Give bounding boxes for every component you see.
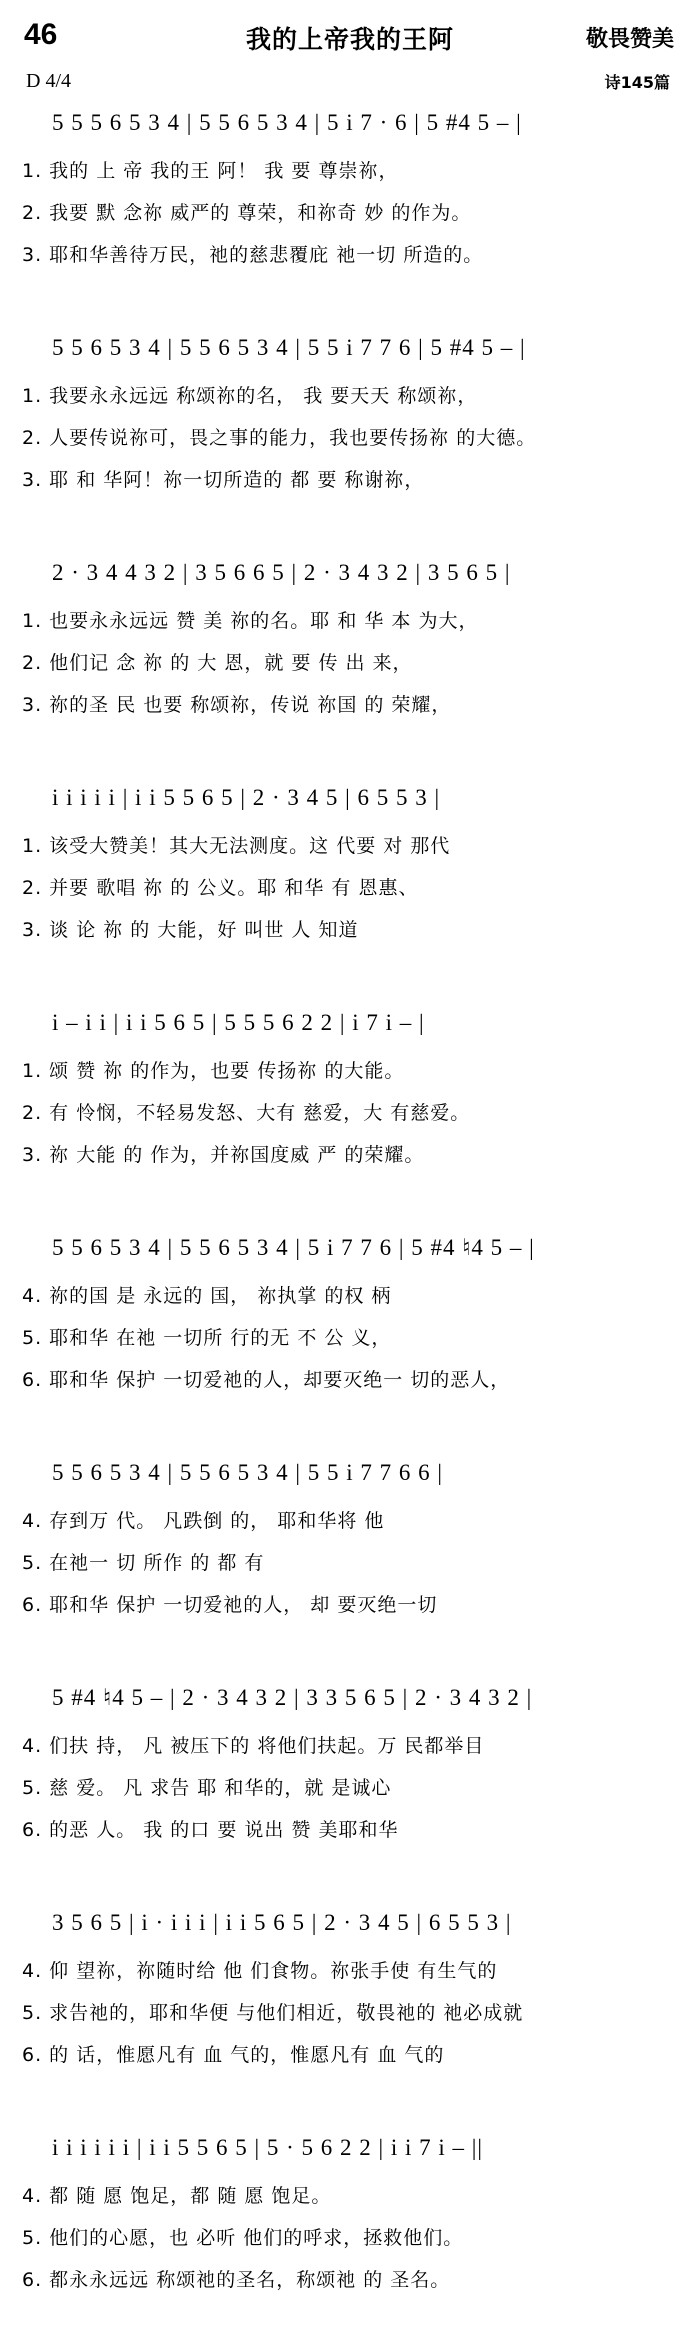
score-system — [0, 1446, 700, 1671]
hymn-meta — [0, 70, 700, 96]
lyric-line: 1. 也要永永远远 赞 美 祢的名。耶 和 华 本 为大， — [22, 610, 479, 632]
hymn-category: 敬畏赞美 — [585, 27, 674, 52]
lyric-line: 5. 耶和华 在祂 一切所 行的无 不 公 义， — [22, 1327, 392, 1349]
hymn-title: 我的上帝我的王阿 — [245, 25, 454, 54]
lyric-line: 6. 耶和华 保护 一切爱祂的人，却要灭绝一 切的恶人， — [22, 1369, 511, 1391]
scripture-reference: 诗145篇 — [604, 73, 670, 92]
lyric-line: 2. 并要 歌唱 祢 的 公义。耶 和华 有 恩惠、 — [22, 877, 419, 899]
lyric-line: 3. 祢的圣 民 也要 称颂祢，传说 祢国 的 荣耀， — [22, 694, 452, 716]
notation-line: 5 5 6 5 3 4 | 5 5 6 5 3 4 | 5 5 i 7 7 6 | 5 #4 5 – | — [52, 335, 526, 360]
notation-line: 5 #4 ♮4 5 – | 2 · 3 4 3 2 | 3 3 5 6 5 | 2 · 3 4 3 2 | — [52, 1685, 533, 1710]
lyric-line: 1. 该受大赞美！其大无法测度。这 代要 对 那代 — [22, 835, 451, 857]
lyric-line: 3. 祢 大能 的 作为，并祢国度威 严 的荣耀。 — [22, 1144, 425, 1166]
lyric-line: 5. 求告祂的，耶和华便 与他们相近，敬畏祂的 祂必成就 — [22, 2002, 524, 2024]
score-system — [0, 2121, 700, 2346]
lyric-line: 3. 谈 论 祢 的 大能，好 叫世 人 知道 — [22, 919, 359, 941]
lyric-line: 3. 耶和华善待万民，祂的慈悲覆庇 祂一切 所造的。 — [22, 244, 484, 266]
lyric-line: 4. 祢的国 是 永远的 国， 祢执掌 的权 柄 — [22, 1285, 392, 1307]
notation-line: i i i i i i | i i 5 5 6 5 | 5 · 5 6 2 2 | i i 7 i – || — [52, 2135, 483, 2160]
lyric-line: 4. 们扶 持， 凡 被压下的 将他们扶起。万 民都举目 — [22, 1735, 485, 1757]
score-system — [0, 96, 700, 321]
lyric-line: 5. 慈 爱。 凡 求告 耶 和华的，就 是诚心 — [22, 1777, 392, 1799]
notation-line: i i i i i | i i 5 5 6 5 | 2 · 3 4 5 | 6 5 5 3 | — [52, 785, 441, 810]
lyric-line: 6. 的恶 人。 我 的口 要 说出 赞 美耶和华 — [22, 1819, 399, 1841]
lyric-line: 3. 耶 和 华阿！祢一切所造的 都 要 称谢祢， — [22, 469, 425, 491]
page-number: 46 — [24, 18, 58, 51]
score-system — [0, 1221, 700, 1446]
notation-line: 5 5 6 5 3 4 | 5 5 6 5 3 4 | 5 5 i 7 7 6 6 | — [52, 1460, 443, 1485]
page-header — [0, 18, 700, 58]
lyric-line: 6. 耶和华 保护 一切爱祂的人， 却 要灭绝一切 — [22, 1594, 438, 1616]
notation-line: 5 5 6 5 3 4 | 5 5 6 5 3 4 | 5 i 7 7 6 | 5 #4 ♮4 5 – | — [52, 1235, 535, 1260]
score-system — [0, 321, 700, 546]
score-systems — [0, 96, 700, 2346]
lyric-line: 2. 人要传说祢可，畏之事的能力，我也要传扬祢 的大德。 — [22, 427, 537, 449]
lyric-line: 6. 都永永远远 称颂祂的圣名，称颂祂 的 圣名。 — [22, 2269, 451, 2291]
lyric-line: 1. 我要永永远远 称颂祢的名， 我 要天天 称颂祢， — [22, 385, 478, 407]
lyric-line: 2. 有 怜悯，不轻易发怒、大有 慈爱，大 有慈爱。 — [22, 1102, 471, 1124]
lyric-line: 2. 我要 默 念祢 威严的 尊荣，和祢奇 妙 的作为。 — [22, 202, 472, 224]
score-system — [0, 1896, 700, 2121]
lyric-line: 1. 我的 上 帝 我的王 阿！ 我 要 尊崇祢， — [22, 160, 399, 182]
score-system — [0, 1671, 700, 1896]
score-system — [0, 771, 700, 996]
lyric-line: 5. 他们的心愿，也 必听 他们的呼求，拯救他们。 — [22, 2227, 464, 2249]
lyric-line: 6. 的 话，惟愿凡有 血 气的，惟愿凡有 血 气的 — [22, 2044, 445, 2066]
notation-line: 5 5 5 6 5 3 4 | 5 5 6 5 3 4 | 5 i 7 · 6 | 5 #4 5 – | — [52, 110, 522, 135]
lyric-line: 2. 他们记 念 祢 的 大 恩，就 要 传 出 来， — [22, 652, 413, 674]
notation-line: 3 5 6 5 | i · i i i | i i 5 6 5 | 2 · 3 4 5 | 6 5 5 3 | — [52, 1910, 512, 1935]
notation-line: i – i i | i i 5 6 5 | 5 5 5 6 2 2 | i 7 i – | — [52, 1010, 425, 1035]
lyric-line: 4. 存到万 代。 凡跌倒 的， 耶和华将 他 — [22, 1510, 385, 1532]
key-signature: D 4/4 — [26, 70, 71, 92]
lyric-line: 1. 颂 赞 祢 的作为，也要 传扬祢 的大能。 — [22, 1060, 405, 1082]
lyric-line: 4. 都 随 愿 饱足，都 随 愿 饱足。 — [22, 2185, 332, 2207]
lyric-line: 4. 仰 望祢，祢随时给 他 们食物。祢张手使 有生气的 — [22, 1960, 498, 1982]
score-system — [0, 996, 700, 1221]
score-system — [0, 546, 700, 771]
notation-line: 2 · 3 4 4 3 2 | 3 5 6 6 5 | 2 · 3 4 3 2 | 3 5 6 5 | — [52, 560, 511, 585]
lyric-line: 5. 在祂一 切 所作 的 都 有 — [22, 1552, 265, 1574]
